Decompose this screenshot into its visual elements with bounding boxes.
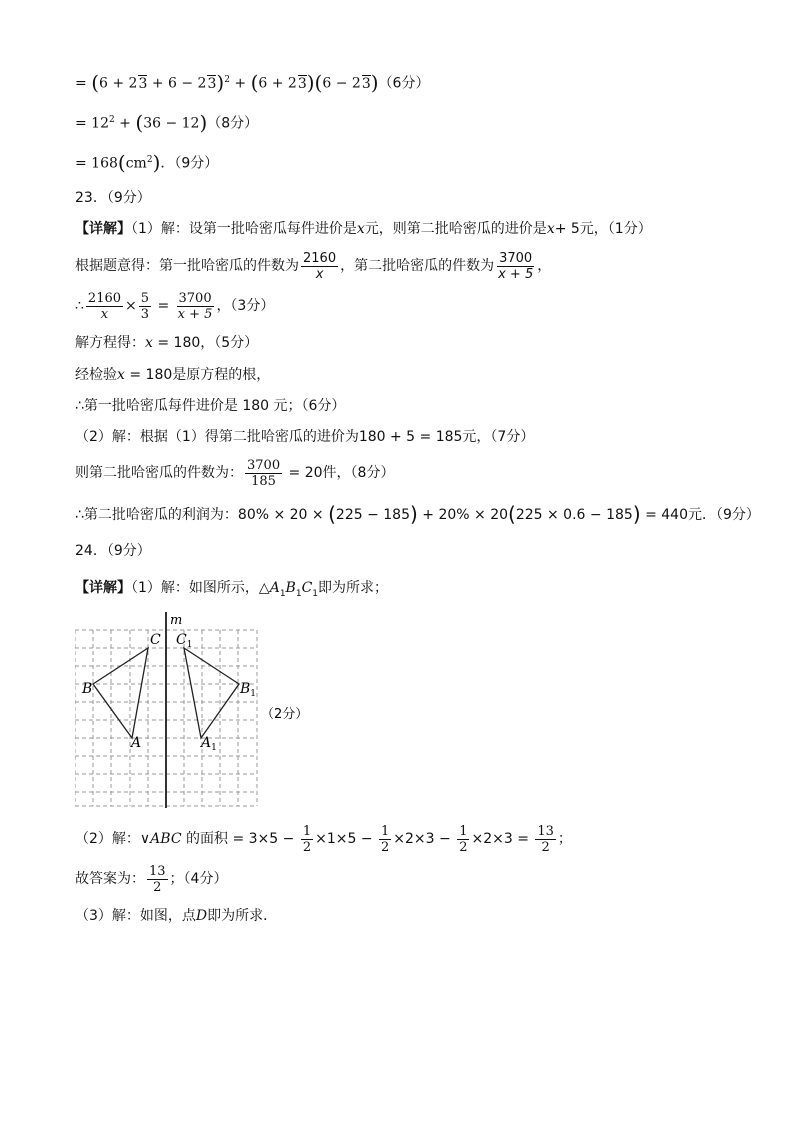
variable: B (285, 580, 296, 596)
operator: × (125, 298, 137, 314)
fraction (301, 251, 338, 282)
fraction (245, 458, 282, 489)
exponent: 2 (146, 155, 153, 165)
q23-profit: ∴第二批哈密瓜的利润为：80% × 20 × (225 − 185) + 20% × 20(225 × 0.6 − 185) = 440元．（9分） (75, 502, 760, 526)
label-m: m (170, 613, 183, 628)
text: （1）解：设第一批哈密瓜每件进价是 (131, 221, 357, 237)
text: 则第二批哈密瓜的件数为： (75, 465, 243, 481)
triangle-a1b1c1 (184, 648, 239, 738)
denominator: x (315, 266, 324, 282)
text: （2）解： (75, 831, 140, 847)
q23-equation-setup (75, 249, 551, 283)
text: ； (557, 831, 572, 847)
numerator: 13 (537, 823, 554, 839)
fraction (457, 824, 469, 855)
sqrt-radicand: 3 (138, 75, 148, 92)
text: ，第二批哈密瓜的件数为 (340, 258, 495, 274)
detail-tag: 【详解】 (75, 580, 131, 596)
numerator: 2160 (87, 290, 122, 306)
eq-text: 6 + 2 (99, 75, 138, 92)
label-a1: $A_1$ (201, 735, 217, 753)
variable: A (269, 580, 280, 596)
fraction (176, 291, 215, 322)
therefore-sign: ∴ (75, 298, 84, 314)
text: + 5元，（1分） (554, 221, 652, 237)
text: = 20件，（8分） (284, 465, 395, 481)
denominator: 2 (459, 839, 468, 855)
unit: cm (125, 155, 147, 172)
eq-text: 225 − 185 (335, 507, 410, 523)
sqrt-radicand: 3 (361, 75, 371, 92)
denominator: 2 (381, 839, 390, 855)
score-note: （9分） (174, 155, 219, 172)
q23-equation (75, 289, 274, 323)
fraction (147, 864, 168, 895)
eq-text: + (114, 115, 136, 132)
triangle-abc (93, 648, 148, 738)
variable: x (356, 221, 365, 237)
text: 经检验 (75, 367, 117, 383)
numerator: 1 (302, 823, 312, 839)
figure-score: （2分） (261, 707, 309, 722)
exponent: 2 (109, 115, 115, 125)
text: ×2×3 = (471, 831, 534, 847)
score-note: （8分） (207, 115, 259, 132)
eq-text: 6 − 2 (322, 75, 361, 92)
eq-text: 6 + 2 (258, 75, 297, 92)
text: （3）解：如图，点 (75, 908, 196, 924)
variable: ABC (150, 831, 182, 847)
numerator: 3700 (247, 457, 281, 473)
text: ∴第二批哈密瓜的利润为：80% × 20 × (75, 507, 329, 523)
denominator: 2 (153, 879, 162, 895)
text: （1）解：如图所示，△ (131, 580, 270, 596)
triangle-symbol: ∨ (139, 831, 151, 847)
fraction (301, 824, 313, 855)
eq-text: 36 − 12 (143, 115, 200, 132)
eq-text: = (75, 75, 92, 92)
sqrt-radicand: 3 (207, 75, 217, 92)
q24-answer (75, 862, 227, 896)
text: = 180，（5分） (152, 335, 259, 351)
q23-part1-intro (75, 219, 652, 239)
eq-text: = 168 (75, 155, 118, 172)
text: 根据题意得：第一批哈密瓜的件数为 (75, 258, 299, 274)
denominator: x + 5 (177, 306, 213, 322)
numerator: 3700 (499, 250, 533, 266)
equation-line-2: = $12^2 + (36 - 12)(8$分） (75, 110, 259, 135)
numerator: 2160 (303, 250, 337, 266)
denominator: 2 (302, 839, 312, 855)
equation-line-3: = $168(cm^2)$．（9分） (75, 150, 219, 175)
subscript: 1 (295, 588, 302, 599)
operator: = (153, 298, 174, 314)
q24-part2-area (75, 822, 572, 856)
question-24-header: 24．（9分） (75, 543, 151, 559)
numerator: 5 (140, 290, 150, 306)
numerator: 1 (381, 823, 390, 839)
eq-text: + (229, 75, 251, 92)
denominator: x (100, 306, 109, 322)
numerator: 13 (149, 863, 166, 879)
variable: x (145, 335, 153, 351)
text: 即为所求． (207, 908, 278, 924)
fraction (535, 824, 556, 855)
q23-solve (75, 333, 258, 353)
fraction (496, 251, 535, 282)
text: 元，则第二批哈密瓜的进价是 (364, 221, 547, 237)
variable: D (195, 908, 208, 924)
variable: C (301, 580, 313, 596)
score-note: （6分） (378, 75, 430, 92)
q23-conclusion-1: ∴第一批哈密瓜每件进价是 180 元；（6分） (75, 398, 346, 414)
text: + 20% × 20 (417, 507, 509, 523)
equation-line-1: = $(6 + 23 + 6 - 23)^2 + (6 + 23)(6 - 23)(6$分） (75, 70, 430, 95)
score-note: ，（3分） (216, 298, 275, 314)
text: 解方程得： (75, 335, 145, 351)
label-b: B (82, 681, 93, 697)
detail-tag: 【详解】 (75, 221, 131, 237)
fraction (379, 824, 391, 855)
numerator: 3700 (178, 290, 212, 306)
eq-text: + 6 − 2 (147, 75, 207, 92)
denominator: 185 (251, 473, 276, 489)
eq-text: ． (160, 155, 175, 172)
text: ；（4分） (169, 871, 228, 887)
text: = 180是原方程的根， (124, 367, 271, 383)
sqrt-radicand: 3 (297, 75, 307, 92)
text: ×1×5 − (315, 831, 377, 847)
variable: x (546, 221, 555, 237)
label-a: A (131, 735, 142, 751)
reflection-grid-figure (75, 612, 335, 812)
text: 故答案为： (75, 871, 145, 887)
q23-part2: （2）解：根据（1）得第二批哈密瓜的进价为180 + 5 = 185元，（7分） (75, 429, 535, 445)
denominator: x + 5 (498, 266, 534, 282)
label-c1: $C_1$ (176, 632, 193, 650)
text: ×2×3 − (393, 831, 456, 847)
numerator: 1 (459, 823, 468, 839)
label-b1: $B_1$ (240, 681, 257, 699)
variable: x (117, 367, 125, 383)
q24-part3 (75, 906, 277, 926)
text: 即为所求； (318, 580, 389, 596)
exponent: 2 (224, 75, 230, 85)
fraction (86, 291, 123, 322)
q23-check (75, 365, 270, 385)
question-23-header: 23．（9分） (75, 190, 151, 206)
denominator: 2 (541, 839, 550, 855)
text: = 440元．（9分） (640, 507, 760, 523)
label-c: C (150, 632, 161, 648)
eq-text: = 12 (75, 115, 109, 132)
fraction (139, 291, 151, 322)
eq-text: 225 × 0.6 − 185 (515, 507, 633, 523)
q23-count (75, 456, 394, 490)
text: ， (537, 258, 552, 274)
subscript: 1 (279, 588, 286, 599)
q24-part1 (75, 578, 388, 604)
subscript: 1 (312, 588, 319, 599)
text: 的面积 = 3×5 − (181, 831, 299, 847)
denominator: 3 (140, 306, 150, 322)
